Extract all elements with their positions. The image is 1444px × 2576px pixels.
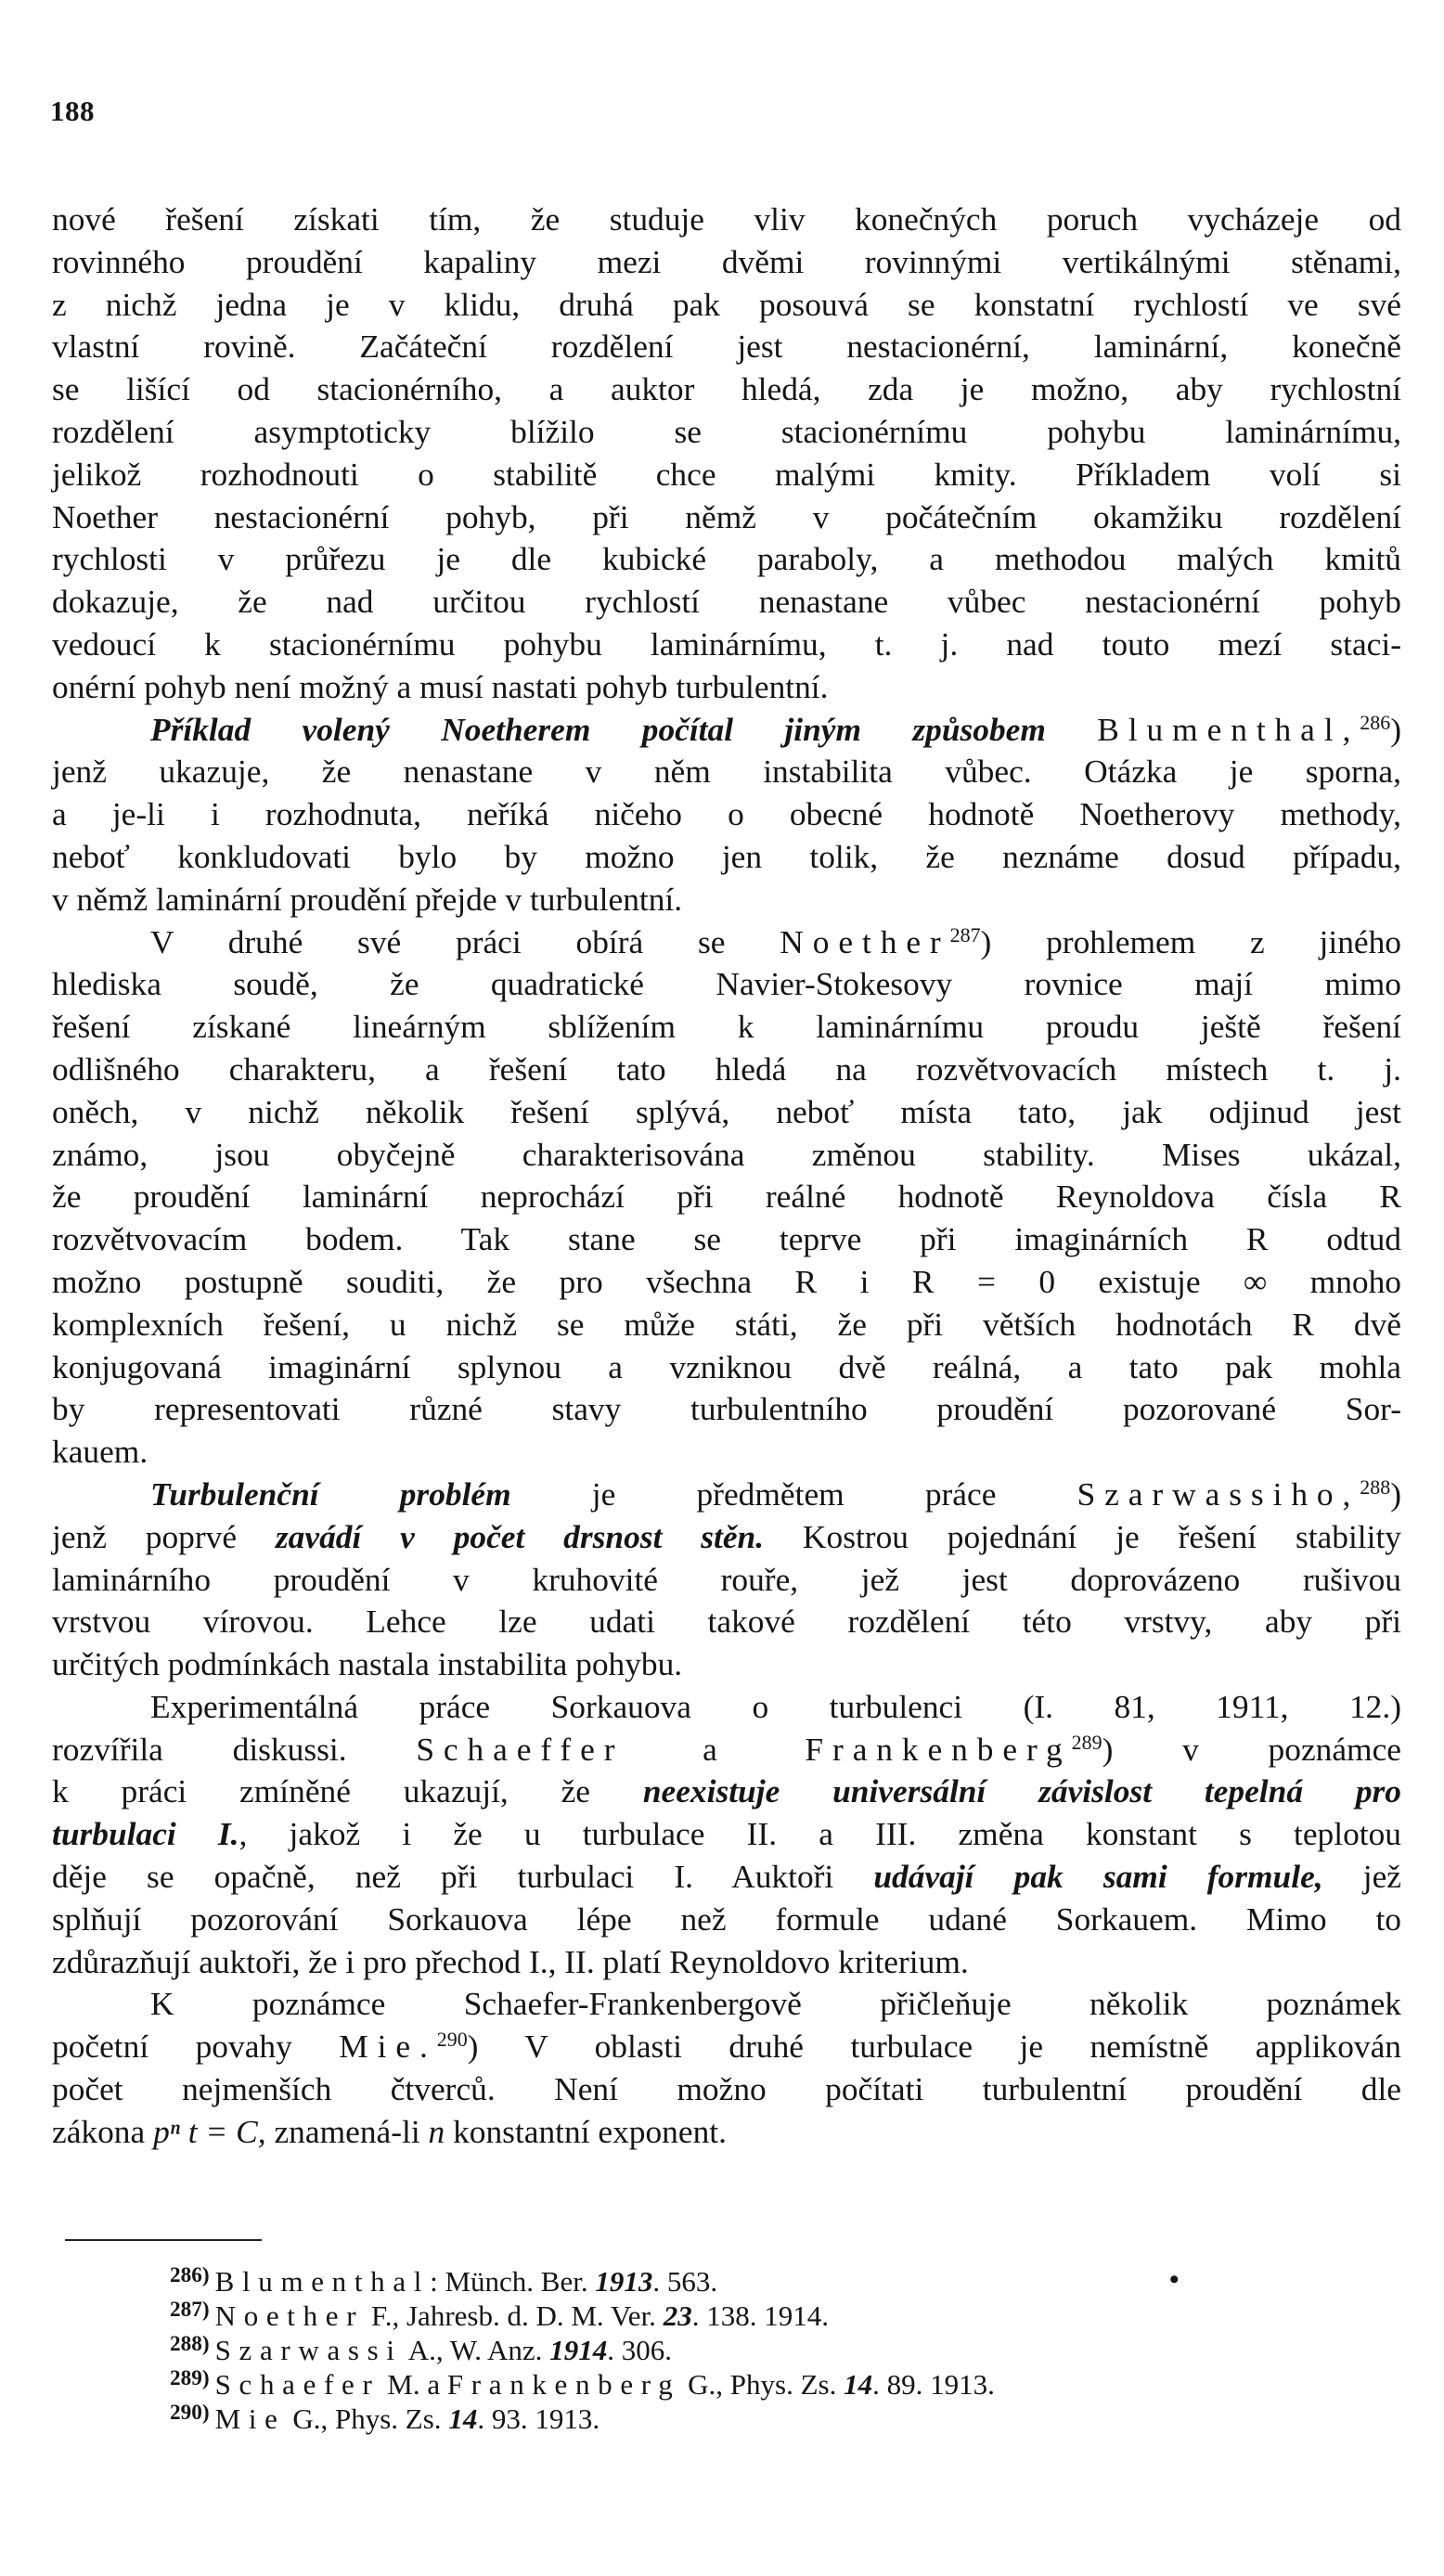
footnote-text: M. a xyxy=(380,2368,447,2401)
body-text xyxy=(52,199,1401,2154)
text-line xyxy=(52,326,1401,368)
text-run: Příklad volený Noetherem počítal jiným způsobem xyxy=(150,710,1046,748)
text-run xyxy=(1046,711,1097,748)
footnote xyxy=(170,2367,995,2402)
text-line xyxy=(52,1899,1401,1941)
text-run: jenž poprvé xyxy=(52,1517,276,1555)
text-line xyxy=(52,1516,1401,1559)
text-run xyxy=(725,923,780,960)
text-line xyxy=(52,1856,1401,1899)
text-line xyxy=(52,1813,1401,1856)
text-line xyxy=(52,199,1401,241)
text-run xyxy=(347,1731,417,1768)
footnote-rest: . 89. 1913. xyxy=(872,2368,995,2401)
footnote-num: 288) xyxy=(170,2331,210,2356)
footnote-divider xyxy=(65,2239,262,2241)
text-run: děje se opačně, než při turbulaci I. Auktoři xyxy=(52,1858,874,1896)
footnote-text2: G., Phys. Zs. xyxy=(680,2368,844,2401)
text-run: konstantní exponent. xyxy=(445,2112,727,2150)
text-line xyxy=(52,1983,1401,2026)
text-line xyxy=(52,963,1401,1006)
text-line xyxy=(52,1601,1401,1643)
text-run: rovinného proudění kapaliny mezi dvěmi rovinnými vertikálnými stěnami, xyxy=(52,242,1401,280)
footnote-author: Mie xyxy=(214,2402,286,2435)
text-line xyxy=(52,1134,1401,1177)
footnote-reference: 288 xyxy=(1360,1475,1391,1499)
footnote-year: 1913 xyxy=(595,2265,653,2298)
text-run: Mie. xyxy=(339,2028,437,2066)
text-run: počet nejmenších čtverců. Není možno počítati turbulentní proudění dle xyxy=(52,2070,1401,2108)
text-run: rozvířila diskussi. xyxy=(52,1730,347,1768)
footnote-text: F., Jahresb. d. D. M. Ver. xyxy=(364,2299,664,2332)
text-run: odlišného charakteru, a řešení tato hledá na rozvětvovacích místech t. j. xyxy=(52,1050,1401,1088)
text-line xyxy=(52,241,1401,284)
text-run: ) v poznámce xyxy=(1102,1730,1401,1768)
text-line xyxy=(52,284,1401,327)
footnote-num: 290) xyxy=(170,2400,210,2425)
text-run: splňují pozorování Sorkauova lépe než formule udané Sorkauem. Mimo to xyxy=(52,1900,1401,1938)
footnote-year: 23 xyxy=(663,2299,692,2332)
footnote-num: 287) xyxy=(170,2297,210,2322)
footnote xyxy=(170,2264,995,2299)
text-line xyxy=(52,1941,1401,1984)
text-line xyxy=(52,1049,1401,1091)
footnote-text: G., Phys. Zs. xyxy=(285,2402,449,2435)
footnote-rest: . 563. xyxy=(652,2265,718,2298)
text-line xyxy=(52,921,1401,964)
text-run: komplexních řešení, u nichž se může státi, že při větších hodnotách R dvě xyxy=(52,1305,1401,1343)
footnote-year: 1914 xyxy=(549,2334,608,2366)
text-run: vrstvou vírovou. Lehce lze udati takové rozdělení této vrstvy, aby při xyxy=(52,1603,1401,1641)
footnote-rest: . 138. 1914. xyxy=(691,2299,829,2332)
text-line xyxy=(52,1771,1401,1813)
text-run: n xyxy=(428,2112,445,2150)
stray-bullet: • xyxy=(1169,2264,1180,2295)
text-run: zavádí v počet drsnost stěn. xyxy=(275,1517,765,1555)
text-run: neexistuje universální závislost tepelná pro xyxy=(642,1772,1401,1810)
text-run: Kostrou pojednání je řešení stability xyxy=(764,1517,1401,1555)
text-line xyxy=(52,1559,1401,1602)
text-run: ) xyxy=(1390,710,1401,748)
footnote-text: : Münch. Ber. xyxy=(430,2265,596,2298)
text-line xyxy=(52,1218,1401,1261)
footnote-author2: Frankenberg xyxy=(446,2368,681,2401)
footnote xyxy=(170,2299,995,2333)
text-run: ) prohlemem z jiného xyxy=(980,922,1401,960)
text-line xyxy=(52,1006,1401,1049)
text-line xyxy=(52,368,1401,411)
footnote-author: Blumenthal xyxy=(214,2265,431,2298)
text-run: rozdělení asymptoticky blížilo se stacionérnímu pohybu laminárnímu, xyxy=(52,412,1401,450)
text-line xyxy=(52,1176,1401,1218)
text-run: dokazuje, že nad určitou rychlostí nenastane vůbec nestacionérní pohyb xyxy=(52,583,1401,621)
text-line xyxy=(52,496,1401,539)
text-run: Schaeffer a Frankenberg xyxy=(416,1730,1072,1768)
text-run: jelikož rozhodnouti o stabilitě chce malými kmity. Příkladem volí si xyxy=(52,455,1401,493)
text-line xyxy=(52,624,1401,666)
text-run: by representovati různé stavy turbulentního proudění pozorované Sor- xyxy=(52,1390,1401,1428)
text-run: rychlosti v průřezu je dle kubické paraboly, a methodou malých kmitů xyxy=(52,540,1401,578)
text-run: se lišící od stacionérního, a auktor hledá, zda je možno, aby rychlostní xyxy=(52,370,1401,408)
footnote-rest: . 306. xyxy=(607,2334,672,2366)
text-line xyxy=(52,2111,1401,2154)
text-line xyxy=(52,2026,1401,2068)
text-run: neboť konkludovati bylo by možno jen tolik, že neznáme dosud případu, xyxy=(52,837,1401,875)
text-line xyxy=(52,879,1401,921)
text-line xyxy=(52,2068,1401,2111)
text-run: a je-li i rozhodnuta, neříká ničeho o obecné hodnotě Noetherovy methody, xyxy=(52,795,1401,833)
footnote xyxy=(170,2402,995,2436)
footnote xyxy=(170,2333,995,2367)
footnote-text: A., W. Anz. xyxy=(402,2334,550,2366)
text-run: známo, jsou obyčejně charakterisována změnou stability. Mises ukázal, xyxy=(52,1135,1401,1173)
text-run: Noether nestacionérní pohyb, při němž v počátečním okamžiku rozdělení xyxy=(52,497,1401,535)
text-run: turbulaci I. xyxy=(52,1815,239,1853)
text-run: pⁿ t = C, xyxy=(153,2112,266,2150)
text-run: V druhé své práci obírá se xyxy=(150,922,726,960)
text-run: onérní pohyb není možný a musí nastati pohyb turbulentní. xyxy=(52,667,829,705)
text-run: , jakož i že u turbulace II. a III. změna konstant s teplotou xyxy=(239,1815,1401,1853)
footnote-num: 289) xyxy=(170,2365,210,2390)
text-run: Blumenthal, xyxy=(1097,710,1360,748)
text-run: kauem. xyxy=(52,1433,148,1471)
page-number: 188 xyxy=(50,95,95,127)
text-run: Szarwassiho, xyxy=(1077,1475,1360,1513)
text-run: udávají pak sami formule, xyxy=(873,1858,1323,1896)
text-line xyxy=(52,1346,1401,1389)
text-line xyxy=(52,411,1401,454)
text-run: k práci zmíněné ukazují, že xyxy=(52,1772,643,1810)
text-run: řešení získané lineárným sblížením k laminárnímu proudu ještě řešení xyxy=(52,1008,1401,1046)
footnote-reference: 286 xyxy=(1360,710,1391,734)
text-run: oněch, v nichž několik řešení splývá, neboť místa tato, jak odjinud jest xyxy=(52,1092,1401,1130)
text-run: Noether xyxy=(780,922,950,960)
text-run: hlediska soudě, že quadratické Navier-Stokesovy rovnice mají mimo xyxy=(52,965,1401,1003)
text-run: vedoucí k stacionérnímu pohybu laminárnímu, t. j. nad touto mezí staci- xyxy=(52,625,1401,663)
text-run: možno postupně souditi, že pro všechna R i R = 0 existuje ∞ mnoho xyxy=(52,1262,1401,1300)
text-line xyxy=(52,1474,1401,1516)
text-line xyxy=(52,1304,1401,1346)
text-line xyxy=(52,1643,1401,1686)
footnote-reference: 289 xyxy=(1071,1730,1102,1754)
footnotes xyxy=(170,2264,995,2436)
text-run: z nichž jedna je v klidu, druhá pak posouvá se konstatní rychlostí ve své xyxy=(52,285,1401,323)
text-run: ) xyxy=(1390,1475,1401,1513)
text-run: Experimentálná práce Sorkauova o turbulenci (I. 81, 1911, 12.) xyxy=(150,1687,1401,1725)
text-line xyxy=(52,1261,1401,1304)
text-run: zákona xyxy=(52,2112,154,2150)
text-line xyxy=(52,709,1401,752)
text-run: Turbulenční problém xyxy=(150,1475,511,1513)
text-run: nové řešení získati tím, že studuje vliv konečných poruch vycházeje od xyxy=(52,200,1401,238)
text-line xyxy=(52,666,1401,709)
text-run: v němž laminární proudění přejde v turbulentní. xyxy=(52,880,683,918)
text-line xyxy=(52,454,1401,496)
footnote-author: Noether xyxy=(214,2299,365,2332)
text-line xyxy=(52,1431,1401,1474)
text-line xyxy=(52,1388,1401,1431)
footnote-num: 286) xyxy=(170,2262,210,2287)
text-run: jež xyxy=(1322,1858,1401,1896)
text-run: ) V oblasti druhé turbulace je nemístně applikován xyxy=(467,2028,1401,2066)
text-run xyxy=(292,2028,339,2065)
footnote-reference: 290 xyxy=(436,2028,468,2052)
text-run: vlastní rovině. Začáteční rozdělení jest nestacionérní, laminární, konečně xyxy=(52,328,1401,366)
text-line xyxy=(52,751,1401,793)
text-run: je předmětem práce xyxy=(510,1475,1077,1513)
text-run: laminárního proudění v kruhovité rouře, jež jest doprovázeno rušivou xyxy=(52,1560,1401,1598)
text-line xyxy=(52,581,1401,624)
text-run: rozvětvovacím bodem. Tak stane se teprve při imaginárních R odtud xyxy=(52,1220,1401,1258)
text-line xyxy=(52,836,1401,879)
footnote-rest: . 93. 1913. xyxy=(477,2402,600,2435)
text-line xyxy=(52,1091,1401,1134)
text-run: zdůrazňují auktoři, že i pro přechod I., II. platí Reynoldovo kriterium. xyxy=(52,1942,969,1980)
footnote-author: Schaefer xyxy=(214,2368,380,2401)
text-run: konjugovaná imaginární splynou a vzniknou dvě reálná, a tato pak mohla xyxy=(52,1347,1401,1385)
text-line xyxy=(52,1729,1401,1771)
text-run: početní povahy xyxy=(52,2028,292,2066)
text-run: K poznámce Schaefer-Frankenbergově přičleňuje několik poznámek xyxy=(150,1985,1401,2023)
footnote-year: 14 xyxy=(844,2368,873,2401)
text-line xyxy=(52,1686,1401,1729)
text-run: znamená-li xyxy=(265,2112,429,2150)
footnote-author: Szarwassi xyxy=(214,2334,403,2366)
text-run: že proudění laminární neprochází při reálné hodnotě Reynoldova čísla R xyxy=(52,1178,1401,1216)
footnote-reference: 287 xyxy=(949,922,981,947)
footnote-year: 14 xyxy=(448,2402,478,2435)
text-line xyxy=(52,793,1401,836)
text-run: jenž ukazuje, že nenastane v něm instabilita vůbec. Otázka je sporna, xyxy=(52,753,1401,791)
text-run: určitých podmínkách nastala instabilita pohybu. xyxy=(52,1645,683,1683)
text-line xyxy=(52,538,1401,581)
